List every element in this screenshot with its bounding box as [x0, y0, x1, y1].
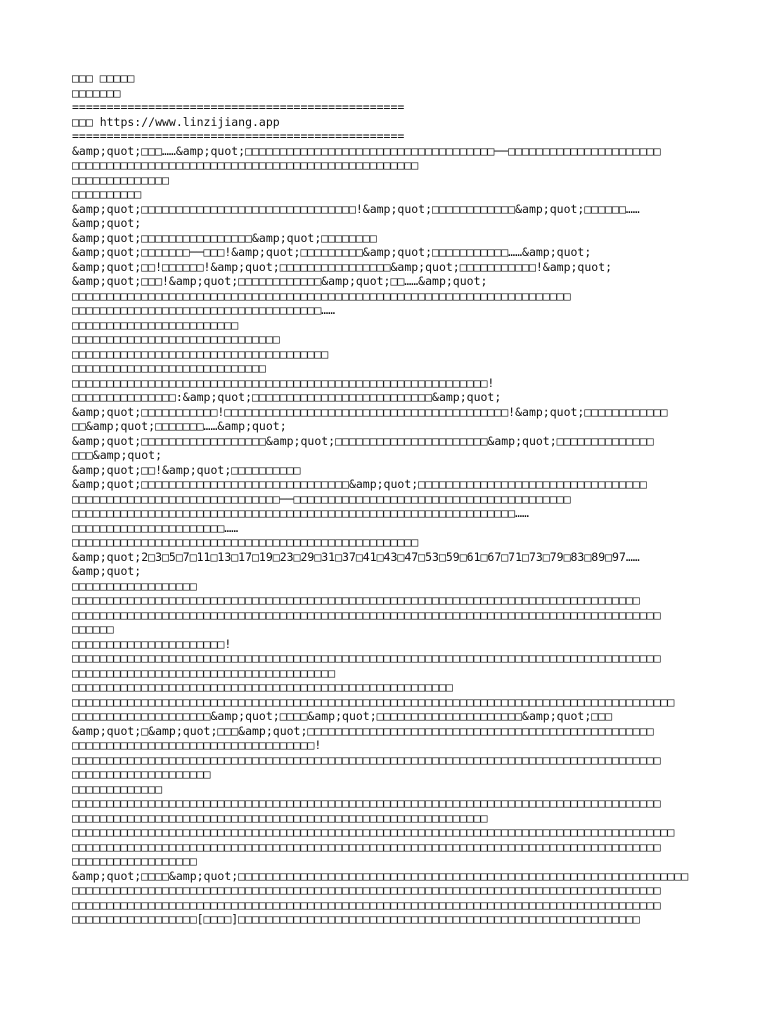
text-line: □□□□□□□□□□□□□□□□□□□□□□□□□□□□□□□□□□□□□□□□□□□□□□□□□□: [72, 158, 419, 172]
text-line: &amp;quot;□□□□□□□□□□□!□□□□□□□□□□□□□□□□□□□□□□□□□□□□□□□□□□□□□□□□□!&amp;quot;□□□□□□□□□□□□: [72, 404, 668, 419]
text-line: &amp;quot;: [72, 216, 142, 230]
text-line: &amp;quot;□&amp;quot;□□□&amp;quot;□□□□□□□□□□□□□□□□□□□□□□□□□□□□□□□□□□□□□□□□□□□□□□□□□□: [72, 723, 654, 738]
text-line: □□□□□□□□□□□□□□□□□□□□□□□□□□□□□□□□□□□□□□□□□□□□□□□□□□□□□□□□□□□□: [72, 810, 488, 825]
text-line: □□□□□□□□□□□□□□□□□□□□: [72, 767, 211, 781]
text-line: □□□□□□□□□□□□□□□□□□□□□□□□□□□□□□□□□□□□□□□□□□□□□□□□□□□□□□□□□□□□□□□□□□□□□□□□□□□□□□□□□□□□□: [72, 839, 661, 854]
text-line: □□□ □□□□□: [72, 71, 135, 85]
text-line: □□□□□□□□□□□□□□□□□□□□□□□□□□□□□□□□□□□□□□□□□□□□□□□□□□□□□□□□□□□□□□□□□□□□□□□□□□□□□□□□□□□□□: [72, 897, 661, 912]
text-line: □□□□□□□□□□□□□□□□□□□□□□□□□□□□□□□□□□□□□: [72, 346, 329, 361]
text-line: □□□□□□□□□□□□□□□:&amp;quot;□□□□□□□□□□□□□□□□□□□□□□□□□□&amp;quot;: [72, 390, 502, 404]
text-line: □□□□□□□□□□□□□□□□□□□□□□□□□□□□: [72, 361, 266, 375]
text-line: &amp;quot;□□□□□□□□□□□□□□□□□□□□□□□□□□□□□□&amp;quot;□□□□□□□□□□□□□□□□□□□□□□□□□□□□□□□□□: [72, 477, 647, 491]
text-line: □□□□□□□□□□□□□□□□□□□□□□……: [72, 520, 239, 535]
text-line: □□□□□□□□□□□□□□□□□□□□□□□□□□□□□□──□□□□□□□□□□□□□□□□□□□□□□□□□□□□□□□□□□□□□□□□: [72, 491, 571, 506]
text-line: □□□□□□□□□□□□□□: [72, 172, 169, 187]
text-line: □□□□□□□□□□□□□□□□□□□□□□□□: [72, 317, 239, 332]
text-line: □□□ https://www.linzijiang.app: [72, 114, 280, 129]
text-line: &amp;quot;: [72, 564, 142, 578]
text-line: □□□□□□□□□□□□□□□□□□□□□□□□□□□□□□□□□□□□□□□□□□□□□□□□□□□□□□□□□□□□□□□□□□□□□□□□□□□□□□□□□□□□□: [72, 796, 661, 810]
text-line: &amp;quot;□□□!&amp;quot;□□□□□□□□□□□□&amp;quot;□□……&amp;quot;: [72, 274, 488, 288]
text-line: &amp;quot;□□□……&amp;quot;□□□□□□□□□□□□□□□□□□□□□□□□□□□□□□□□□□□□──□□□□□□□□□□□□□□□□□□□□□□: [72, 143, 661, 158]
text-line: □□□□□□□□□□□□□□□□□□□□□□□□□□□□□□: [72, 332, 280, 346]
text-line: ================================================: [72, 129, 405, 143]
text-line: □□□□□□□□□□□□□□□□□□□□□□□□□□□□□□□□□□□□□□□□□□□□□□□□□□□□□□□□□□□□□□□□……: [72, 506, 529, 520]
text-line: □□&amp;quot;□□□□□□□……&amp;quot;: [72, 419, 287, 433]
text-line: ================================================: [72, 100, 405, 114]
text-line: □□□□□□□□□□□□□□□□□□□□□□□□□□□□□□□□□□□□□□□□□□□□□□□□□□□□□□□□□□□□□□□□□□□□□□□□□□□□□□□□□□□□□□□: [72, 694, 675, 709]
text-line: □□□□□□□□□□□□□□□□□□: [72, 854, 197, 868]
document-text: [72, 71, 722, 927]
text-line: □□□□□□□□□□□□□□□□□□□□□□□□□□□□□□□□□□□□……: [72, 303, 336, 317]
text-line: □□□□□□□□□□□□□□□□□□□□□□□□□□□□□□□□□□□□□□□□□□□□□□□□□□□□□□□□□□□□□□□□□□□□□□□□□□□□□□□□□□□□□: [72, 607, 661, 622]
text-line: □□□□□□□□□□□□□□□□□□: [72, 578, 197, 593]
text-line: □□□□□□□□□□□□□□□□□□□□□□□□□□□□□□□□□□□□□□: [72, 665, 336, 680]
text-line: &amp;quot;□□!□□□□□□!&amp;quot;□□□□□□□□□□□□□□□□&amp;quot;□□□□□□□□□□□!&amp;quot;: [72, 259, 613, 274]
text-line: □□□□□□□□□□□□□□□□□□[□□□□]□□□□□□□□□□□□□□□□□□□□□□□□□□□□□□□□□□□□□□□□□□□□□□□□□□□□□□□□□□: [72, 912, 640, 926]
text-line: □□□□□□□□□□: [72, 187, 142, 201]
text-line: &amp;quot;2□3□5□7□11□13□17□19□23□29□31□37□41□43□47□53□59□61□67□71□73□79□83□89□97……: [72, 549, 640, 564]
text-line: &amp;quot;□□□□□□□──□□□!&amp;quot;□□□□□□□□□&amp;quot;□□□□□□□□□□□……&amp;quot;: [72, 245, 592, 259]
text-line: □□□□□□□□□□□□□□□□□□□□□□□□□□□□□□□□□□□□□□□□□□□□□□□□□□□□□□□□□□□□□□□□□□□□□□□□: [72, 288, 571, 303]
text-line: □□□□□□: [72, 622, 114, 636]
text-line: □□□□□□□□□□□□□□□□□□□□□□□□□□□□□□□□□□□□□□□□□□□□□□□□□□□□□□□□□□□□□□□□□□□□□□□□□□□□□□□□□□□□□: [72, 651, 661, 665]
text-line: □□□□□□□: [72, 85, 121, 100]
text-line: □□□□□□□□□□□□□□□□□□□□□□□□□□□□□□□□□□□□□□□□□□□□□□□□□□□□□□□□□□□□□□□□□□□□□□□□□□□□□□□□□□: [72, 593, 640, 607]
text-line: &amp;quot;□□□□□□□□□□□□□□□□□□&amp;quot;□□□□□□□□□□□□□□□□□□□□□□&amp;quot;□□□□□□□□□□□□□□: [72, 433, 654, 448]
text-line: □□□□□□□□□□□□□□□□□□□□□□!: [72, 636, 232, 651]
text-line: &amp;quot;□□□□□□□□□□□□□□□□□□□□□□□□□□□□□□□!&amp;quot;□□□□□□□□□□□□&amp;quot;□□□□□□……: [72, 201, 640, 216]
text-line: □□□□□□□□□□□□□□□□□□□□□□□□□□□□□□□□□□□!: [72, 738, 322, 752]
text-line: &amp;quot;□□!&amp;quot;□□□□□□□□□□: [72, 462, 301, 477]
text-line: &amp;quot;□□□□□□□□□□□□□□□□&amp;quot;□□□□□□□□: [72, 230, 377, 245]
text-line: □□□□□□□□□□□□□□□□□□□□□□□□□□□□□□□□□□□□□□□□□□□□□□□□□□□□□□□□□□□□□□□□□□□□□□□□□□□□□□□□□□□□□: [72, 752, 661, 767]
text-line: □□□□□□□□□□□□□□□□□□□□□□□□□□□□□□□□□□□□□□□□□□□□□□□□□□: [72, 535, 419, 549]
text-line: □□□□□□□□□□□□□□□□□□□□&amp;quot;□□□□&amp;quot;□□□□□□□□□□□□□□□□□□□□□&amp;quot;□□□: [72, 709, 613, 723]
text-line: □□□□□□□□□□□□□: [72, 781, 163, 796]
text-line: □□□□□□□□□□□□□□□□□□□□□□□□□□□□□□□□□□□□□□□□□□□□□□□□□□□□□□□□□□□□□□□□□□□□□□□□□□□□□□□□□□□□□: [72, 883, 661, 897]
text-line: □□□□□□□□□□□□□□□□□□□□□□□□□□□□□□□□□□□□□□□□□□□□□□□□□□□□□□□: [72, 680, 453, 694]
text-line: □□□□□□□□□□□□□□□□□□□□□□□□□□□□□□□□□□□□□□□□□□□□□□□□□□□□□□□□□□□□!: [72, 375, 495, 390]
text-line: &amp;quot;□□□□&amp;quot;□□□□□□□□□□□□□□□□□□□□□□□□□□□□□□□□□□□□□□□□□□□□□□□□□□□□□□□□□□□□□□□□□: [72, 868, 689, 883]
text-line: □□□&amp;quot;: [72, 448, 163, 462]
text-line: □□□□□□□□□□□□□□□□□□□□□□□□□□□□□□□□□□□□□□□□□□□□□□□□□□□□□□□□□□□□□□□□□□□□□□□□□□□□□□□□□□□□□□□: [72, 825, 675, 839]
